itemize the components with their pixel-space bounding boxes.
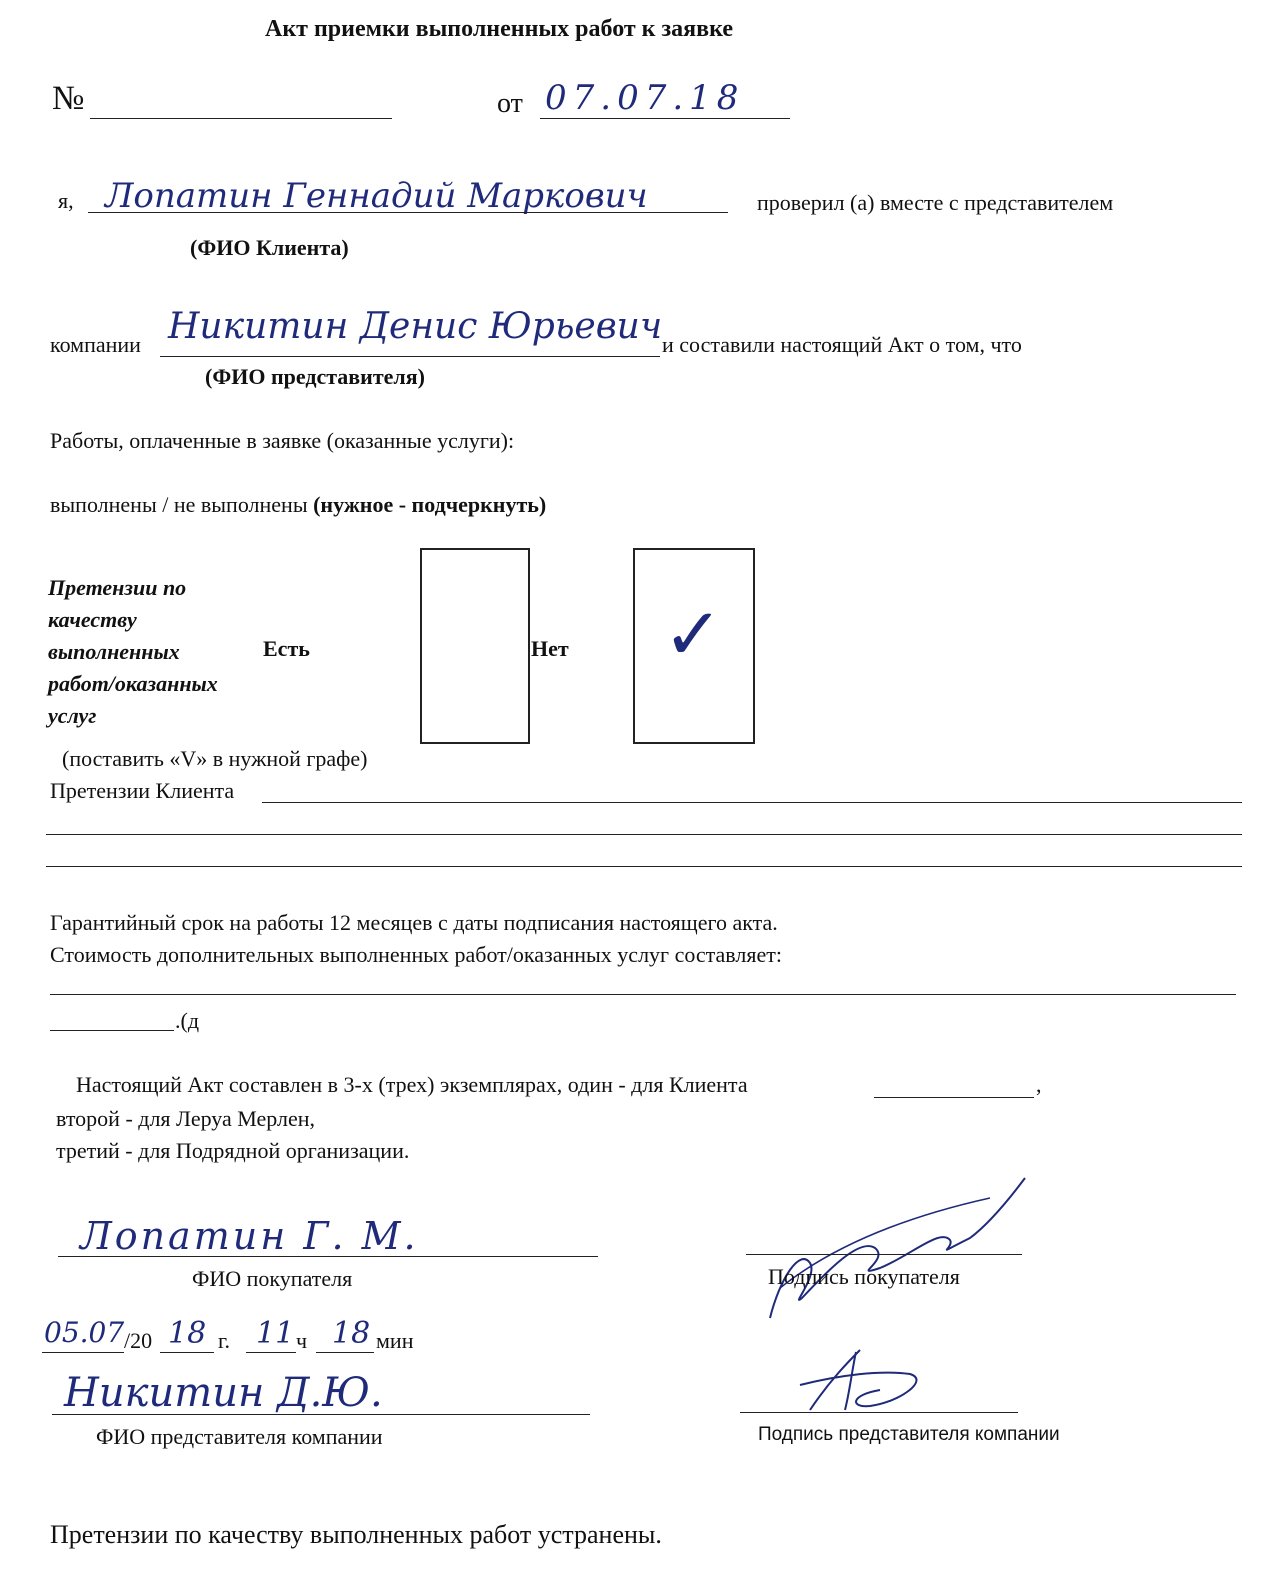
number-field-line[interactable] bbox=[90, 118, 392, 119]
document-title: Акт приемки выполненных работ к заявке bbox=[265, 16, 733, 42]
company-caption: (ФИО представителя) bbox=[205, 364, 425, 389]
copies-line-1-end: , bbox=[1036, 1072, 1042, 1097]
claims-instruction: (поставить «V» в нужной графе) bbox=[62, 746, 368, 771]
client-suffix: проверил (а) вместе с представителем bbox=[757, 190, 1114, 215]
year-value[interactable]: 18 bbox=[168, 1316, 207, 1351]
copies-line-1: Настоящий Акт составлен в 3-х (трех) экземплярах, один - для Клиента bbox=[76, 1072, 748, 1097]
buyer-signature-line bbox=[746, 1254, 1022, 1255]
min-value[interactable]: 18 bbox=[332, 1316, 371, 1351]
hour-value[interactable]: 11 bbox=[256, 1316, 295, 1351]
client-claims-line[interactable] bbox=[262, 802, 1242, 803]
copies-line-2: второй - для Леруа Мерлен, bbox=[56, 1106, 316, 1131]
buyer-name-line bbox=[58, 1256, 598, 1257]
client-claims-label: Претензии Клиента bbox=[50, 778, 235, 803]
year-suffix: г. bbox=[218, 1328, 231, 1353]
cost-text: Стоимость дополнительных выполненных работ/оказанных услуг составляет: bbox=[50, 942, 782, 967]
cost-line[interactable] bbox=[50, 994, 1236, 995]
claims-yes-checkbox[interactable] bbox=[420, 548, 530, 744]
cost-tail: .(д bbox=[175, 1008, 200, 1033]
company-name-value[interactable]: Никитин Денис Юрьевич bbox=[168, 306, 663, 347]
min-line bbox=[316, 1352, 374, 1353]
client-prefix: я, bbox=[58, 188, 74, 213]
works-paid-text: Работы, оплаченные в заявке (оказанные услуги): bbox=[50, 428, 515, 453]
company-name-line bbox=[160, 356, 660, 357]
representative-name-caption: ФИО представителя компании bbox=[96, 1424, 383, 1449]
company-suffix: и составили настоящий Акт о том, что bbox=[662, 332, 1022, 357]
claims-label-line: выполненных bbox=[48, 639, 180, 664]
representative-signature-icon bbox=[790, 1340, 950, 1420]
footer-text: Претензии по качеству выполненных работ устранены. bbox=[50, 1520, 662, 1549]
buyer-signature-caption: Подпись покупателя bbox=[768, 1264, 960, 1289]
claims-no-label: Нет bbox=[531, 636, 569, 661]
date-value[interactable]: 07.07.18 bbox=[545, 78, 745, 118]
company-prefix: компании bbox=[50, 332, 141, 357]
representative-signature-caption: Подпись представителя компании bbox=[758, 1424, 1060, 1445]
check-mark-icon: ✓ bbox=[663, 592, 724, 676]
number-label: № bbox=[52, 80, 85, 117]
min-label: мин bbox=[376, 1328, 414, 1353]
claims-label-line: Претензии по bbox=[48, 575, 187, 600]
client-caption: (ФИО Клиента) bbox=[190, 235, 349, 260]
cost-amount-line[interactable] bbox=[50, 1030, 174, 1031]
copies-line-3: третий - для Подрядной организации. bbox=[56, 1138, 410, 1163]
client-name-line bbox=[88, 212, 728, 213]
done-line bbox=[50, 492, 546, 518]
year-prefix: /20 bbox=[124, 1328, 153, 1353]
buyer-signature-icon bbox=[740, 1168, 1040, 1338]
claims-label bbox=[48, 572, 218, 732]
claims-label-line: качеству bbox=[48, 607, 137, 632]
date-label: от bbox=[497, 88, 523, 119]
done-instruction: (нужное - подчеркнуть) bbox=[313, 492, 547, 517]
client-claims-line[interactable] bbox=[46, 834, 1242, 835]
representative-signature-line bbox=[740, 1412, 1018, 1413]
claims-yes-label: Есть bbox=[263, 636, 310, 661]
done-options[interactable]: выполнены / не выполнены bbox=[50, 492, 314, 517]
representative-name-line bbox=[52, 1414, 590, 1415]
buyer-name-caption: ФИО покупателя bbox=[192, 1266, 353, 1291]
year-line bbox=[160, 1352, 214, 1353]
buyer-name-value[interactable]: Лопатин Г. М. bbox=[80, 1214, 419, 1258]
day-month-value[interactable]: 05.07 bbox=[44, 1316, 125, 1349]
claims-label-line: работ/оказанных bbox=[48, 671, 218, 696]
day-month-line bbox=[42, 1352, 124, 1353]
date-field-line bbox=[540, 118, 790, 119]
hour-line bbox=[246, 1352, 296, 1353]
hour-label: ч bbox=[296, 1328, 308, 1353]
representative-name-value[interactable]: Никитин Д.Ю. bbox=[64, 1370, 383, 1416]
warranty-text: Гарантийный срок на работы 12 месяцев с даты подписания настоящего акта. bbox=[50, 910, 778, 935]
claims-label-line: услуг bbox=[48, 703, 97, 728]
client-claims-line[interactable] bbox=[46, 866, 1242, 867]
client-name-value[interactable]: Лопатин Геннадий Маркович bbox=[105, 176, 648, 216]
client-copy-line[interactable] bbox=[874, 1097, 1034, 1098]
claims-no-checkbox[interactable] bbox=[633, 548, 755, 744]
